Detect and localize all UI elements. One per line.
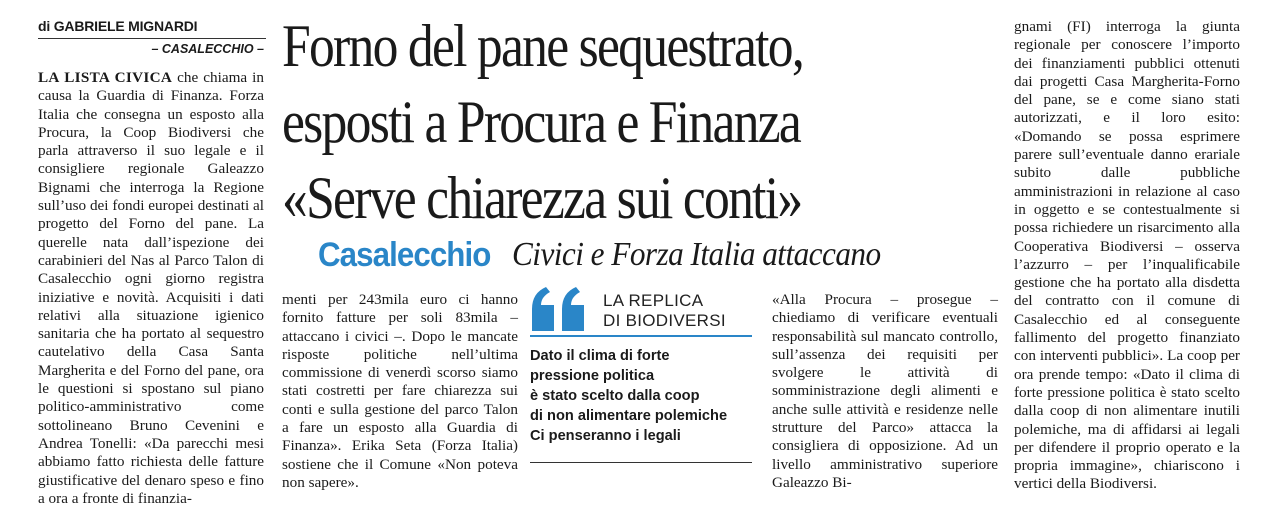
article-column-2 <box>282 291 518 492</box>
quote-line: Ci penseranno i legali <box>530 428 681 444</box>
headline <box>282 8 889 236</box>
quote-box-title <box>603 291 726 331</box>
quote-title-line-1: LA REPLICA <box>603 291 704 310</box>
headline-line-2: esposti a Procura e Finanza <box>282 89 801 155</box>
column-3-text: «Alla Procura – prosegue – chiediamo di verificare eventuali responsabilità sul mancato controllo, sull’assenza dei requisiti per svolgere le attività di somministrazione degli alimenti e anche sulle attività e residenze nelle strutture del Parco» attacca la consigliera di opposizione. Ad un livello amministrativo superiore Galeazzo Bi- <box>772 291 998 491</box>
lead-in: LA LISTA CIVICA <box>38 69 173 86</box>
dateline-location: – CASALECCHIO – <box>151 42 264 56</box>
quote-title-line-2: DI BIODIVERSI <box>603 311 726 330</box>
headline-line-1: Forno del pane sequestrato, <box>282 13 804 79</box>
byline-divider <box>38 38 266 39</box>
quote-mark-icon <box>530 287 590 331</box>
quote-line: di non alimentare polemiche <box>530 408 728 424</box>
quote-box-body <box>530 346 752 446</box>
subhead-text: Civici e Forza Italia attaccano <box>512 236 881 273</box>
article-column-3 <box>772 291 998 492</box>
subhead-place: Casalecchio <box>318 236 491 274</box>
column-1-text: che chiama in causa la Guardia di Finanza. Forza Italia che consegna un esposto alla Procura, la Coop Biodiversi che parla attraverso il suo legale e il consigliere regionale Galeazzo Bignami che interroga la Regione sull’uso dei fondi europei destinati al progetto del Forno del pane. La querelle nata dall’ispezione dei carabinieri del Nas al Parco Talon di Casalecchio ogni giorno registra iniziative e novità. Acquisiti i dati relativi alla situazione igienico sanitaria che ha portato al sequestro cautelativo della Casa Santa Margherita e del Forno del pane, ora le questioni si spostano sul piano politico-amministrativo come sottolineano Bruno Cevenini e Andrea Tonelli: «Da parecchi mesi abbiamo fatto richiesta delle fatture giustificative del denaro speso e fino a ora a fronte di finanzia- <box>38 69 264 507</box>
headline-line-3: «Serve chiarezza sui conti» <box>282 165 802 231</box>
quote-line: pressione politica <box>530 368 655 384</box>
quote-box-bottom-rule <box>530 462 752 463</box>
article-column-4 <box>1014 18 1240 494</box>
quote-line: Dato il clima di forte <box>530 348 670 364</box>
column-2-text: menti per 243mila euro ci hanno fornito fatture per soli 83mila – attaccano i civici –. Dopo le mancate risposte politiche nell’ultima commissione di venerdì scorso siamo stati costretti per fare chiarezza sui conti e sulla gestione del parco Talon a fare un esposto alla Guardia di Finanza». Erika Seta (Forza Italia) sostiene che il Comune «Non poteva non sapere». <box>282 291 518 491</box>
byline: di GABRIELE MIGNARDI <box>38 18 198 34</box>
column-4-text: gnami (FI) interroga la giunta regionale per conoscere l’importo dei finanziamenti pubblici ottenuti dai progetti Casa Margherita-Forno del pane, se e come siano stati autorizzati, e il loro esito: «Domando se possa esprimere parere sull’eventuale danno erariale subito dalle pubbliche amministrazioni in relazione al caso in oggetto e se contestualmente si possa richiedere un risarcimento alla Cooperativa Biodiversi – osserva l’azzurro – per l’inqualificabile gestione che ha portato alla disdetta del contratto con il comune di Casalecchio ed al conseguente fallimento del progetto finanziato con interventi pubblici». La coop per ora prende tempo: «Dato il clima di forte pressione politica è stato scelto dalla coop di non alimentare inutili polemiche, ma di affidarsi ai legali per difendere il proprio operato e la propria immagine», chiariscono i vertici della Biodiversi. <box>1014 18 1240 493</box>
quote-line: è stato scelto dalla coop <box>530 388 700 404</box>
quote-box-accent-rule <box>530 335 752 337</box>
article-column-1 <box>38 69 264 508</box>
